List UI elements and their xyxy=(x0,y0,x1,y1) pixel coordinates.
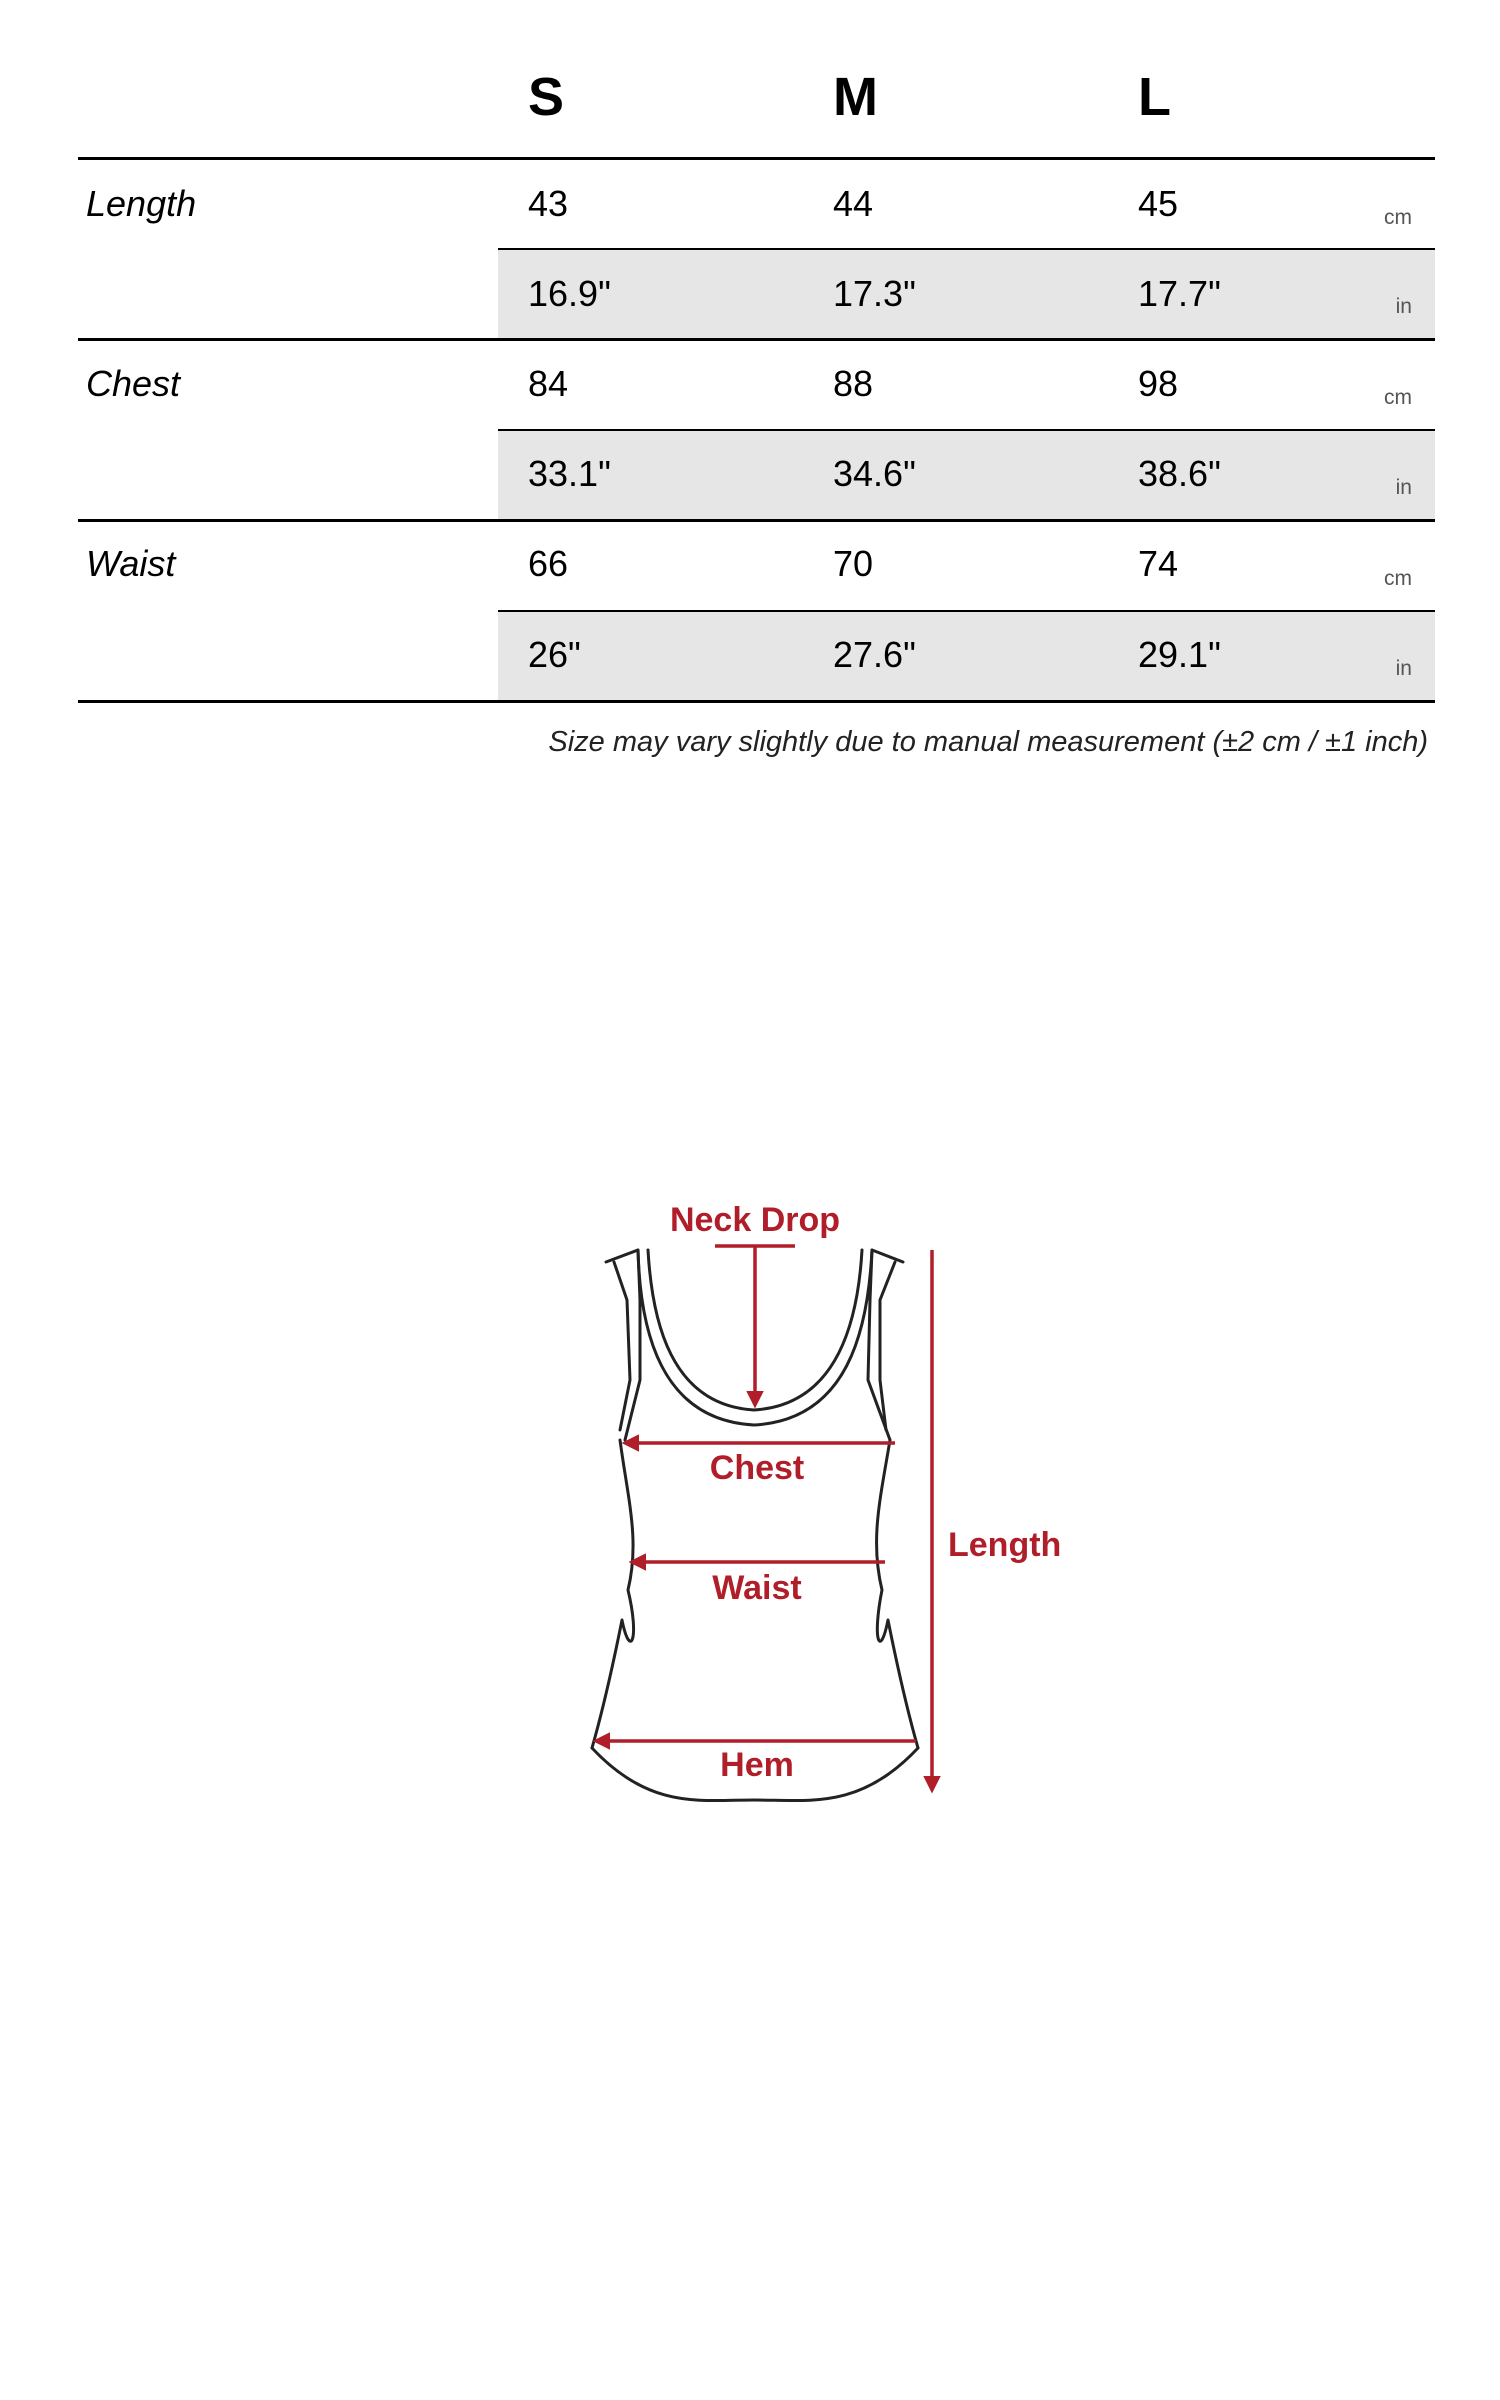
table-top-rule xyxy=(78,157,1435,160)
left-strap-inner xyxy=(614,1262,630,1430)
row-label-waist: Waist xyxy=(86,543,176,584)
waist-l-in: 29.1" xyxy=(1138,634,1221,675)
size-header-s: S xyxy=(528,67,565,127)
label-waist: Waist xyxy=(712,1569,802,1607)
row-rule-2 xyxy=(78,519,1435,522)
label-hem: Hem xyxy=(720,1746,794,1784)
tank-top-diagram xyxy=(0,1150,1500,1850)
chest-l-cm: 98 xyxy=(1138,363,1179,404)
unit-in-length: in xyxy=(1395,295,1412,318)
length-s-cm: 43 xyxy=(528,183,569,224)
measurement-note: Size may vary slightly due to manual measurement (±2 cm / ±1 inch) xyxy=(548,726,1428,758)
waist-m-cm: 70 xyxy=(833,543,874,584)
label-length: Length xyxy=(948,1526,1062,1564)
size-header-m: M xyxy=(833,67,878,127)
table-bottom-rule xyxy=(78,700,1435,703)
label-chest: Chest xyxy=(709,1449,805,1487)
chest-m-cm: 88 xyxy=(833,363,874,404)
length-s-in: 16.9" xyxy=(528,273,611,314)
body-right-side xyxy=(877,1440,918,1748)
unit-cm-waist: cm xyxy=(1384,567,1412,590)
chest-s-in: 33.1" xyxy=(528,453,611,494)
body-left-side xyxy=(592,1440,634,1748)
unit-in-waist: in xyxy=(1395,657,1412,680)
waist-s-in: 26" xyxy=(528,634,581,675)
unit-cm-chest: cm xyxy=(1384,386,1412,409)
size-header-l: L xyxy=(1138,67,1171,127)
length-m-cm: 44 xyxy=(833,183,874,224)
chest-s-cm: 84 xyxy=(528,363,569,404)
row-rule-1 xyxy=(78,338,1435,341)
length-l-in: 17.7" xyxy=(1138,273,1221,314)
unit-in-chest: in xyxy=(1395,476,1412,499)
chest-m-in: 34.6" xyxy=(833,453,916,494)
waist-l-cm: 74 xyxy=(1138,543,1179,584)
chest-inch-band xyxy=(498,431,1435,519)
waist-m-in: 27.6" xyxy=(833,634,916,675)
length-inch-band xyxy=(498,250,1435,338)
waist-inch-band xyxy=(498,612,1435,700)
right-strap-inner xyxy=(880,1262,895,1430)
length-l-cm: 45 xyxy=(1138,183,1179,224)
row-label-length: Length xyxy=(86,183,197,224)
length-m-in: 17.3" xyxy=(833,273,916,314)
chest-l-in: 38.6" xyxy=(1138,453,1221,494)
label-neck-drop: Neck Drop xyxy=(669,1201,841,1239)
right-strap-outer xyxy=(868,1250,903,1440)
unit-cm-length: cm xyxy=(1384,206,1412,229)
waist-s-cm: 66 xyxy=(528,543,569,584)
row-label-chest: Chest xyxy=(86,363,181,404)
